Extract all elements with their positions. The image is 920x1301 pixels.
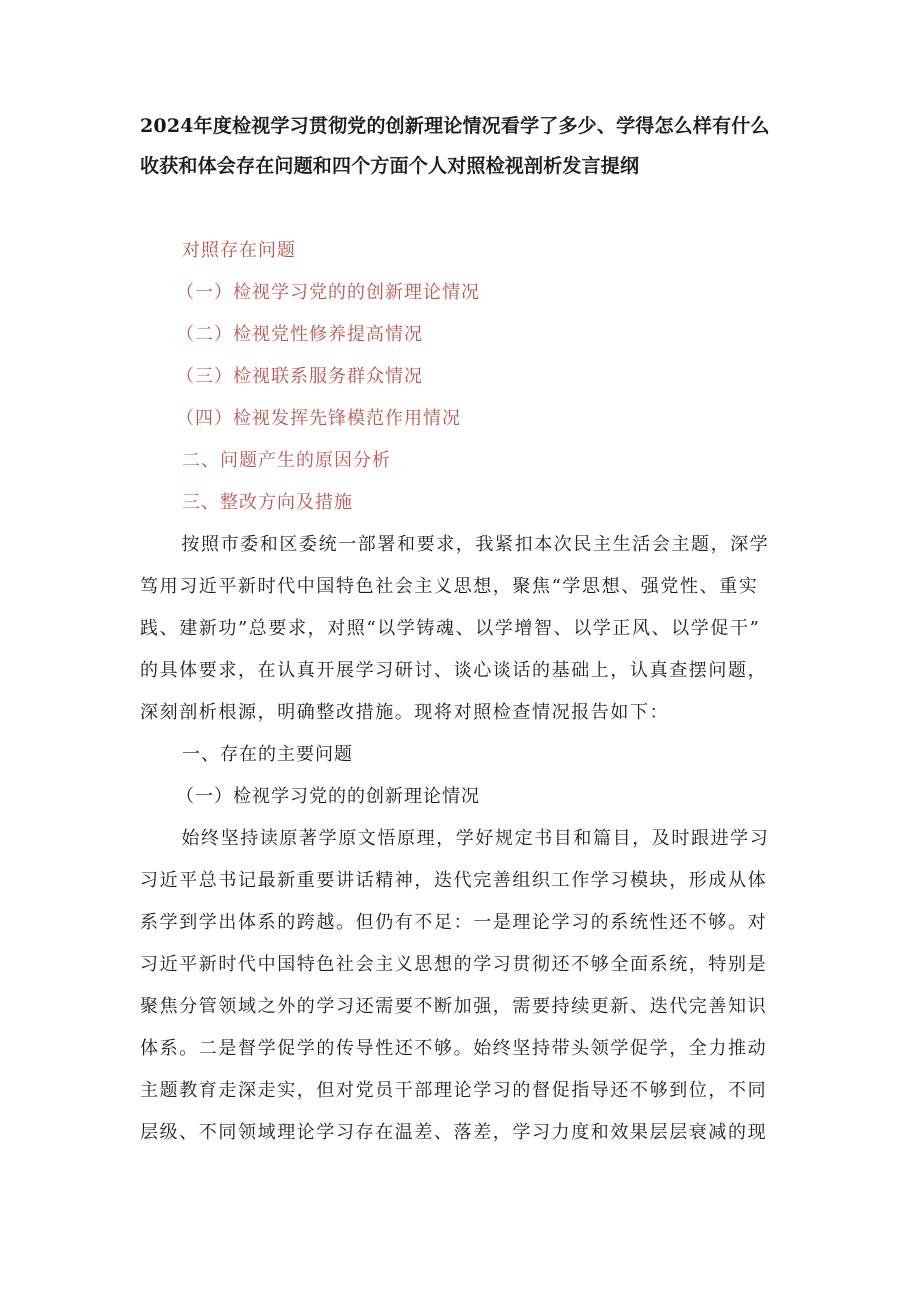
text-line: 习近平新时代中国特色社会主义思想的学习贯彻还不够全面系统，特别是 bbox=[140, 954, 768, 975]
text-line: 按照市委和区委统一部署和要求，我紧扣本次民主生活会主题，深学 bbox=[181, 534, 770, 555]
toc-item: 对照存在问题 bbox=[182, 240, 296, 261]
text-line: 笃用习近平新时代中国特色社会主义思想，聚焦“学思想、强党性、重实 bbox=[140, 576, 759, 597]
toc-item: （四）检视发挥先锋模范作用情况 bbox=[176, 408, 461, 429]
toc-item: 三、整改方向及措施 bbox=[182, 492, 353, 513]
text-line: 主题教育走深走实，但对党员干部理论学习的督促指导还不够到位，不同 bbox=[140, 1080, 768, 1101]
toc-item: （二）检视党性修养提高情况 bbox=[176, 324, 423, 345]
text-line: 深刻剖析根源，明确整改措施。现将对照检查情况报告如下： bbox=[140, 702, 670, 723]
text-line: 系学到学出体系的跨越。但仍有不足：一是理论学习的系统性还不够。对 bbox=[140, 912, 768, 933]
intro-paragraph bbox=[140, 524, 790, 734]
section-heading: 一、存在的主要问题 bbox=[182, 744, 353, 765]
toc-item: （三）检视联系服务群众情况 bbox=[176, 366, 423, 387]
text-line: 始终坚持读原著学原文悟原理，学好规定书目和篇目，及时跟进学习 bbox=[181, 828, 770, 849]
text-line: 层级、不同领域理论学习存在温差、落差，学习力度和效果层层衰减的现 bbox=[140, 1122, 768, 1143]
text-line: 践、建新功”总要求，对照“以学铸魂、以学增智、以学正风、以学促干” bbox=[140, 618, 761, 639]
body-paragraph bbox=[140, 818, 790, 1154]
title-line-1: 2024年度检视学习贯彻党的创新理论情况看学了多少、学得怎么样有什么 bbox=[140, 115, 770, 137]
text-line: 聚焦分管领域之外的学习还需要不断加强，需要持续更新、迭代完善知识 bbox=[140, 996, 768, 1017]
text-line: 的具体要求，在认真开展学习研讨、谈心谈话的基础上，认真查摆问题， bbox=[140, 660, 768, 681]
document-title bbox=[140, 106, 790, 186]
text-line: 习近平总书记最新重要讲话精神，迭代完善组织工作学习模块，形成从体 bbox=[140, 870, 768, 891]
toc-item: 二、问题产生的原因分析 bbox=[182, 450, 391, 471]
document-body bbox=[140, 524, 790, 1154]
text-line: 体系。二是督学促学的传导性还不够。始终坚持带头领学促学，全力推动 bbox=[140, 1038, 768, 1059]
table-of-contents bbox=[140, 230, 790, 524]
subsection-heading: （一）检视学习党的的创新理论情况 bbox=[176, 786, 480, 807]
title-line-2: 收获和体会存在问题和四个方面个人对照检视剖析发言提纲 bbox=[140, 155, 640, 177]
toc-item: （一）检视学习党的的创新理论情况 bbox=[176, 282, 480, 303]
